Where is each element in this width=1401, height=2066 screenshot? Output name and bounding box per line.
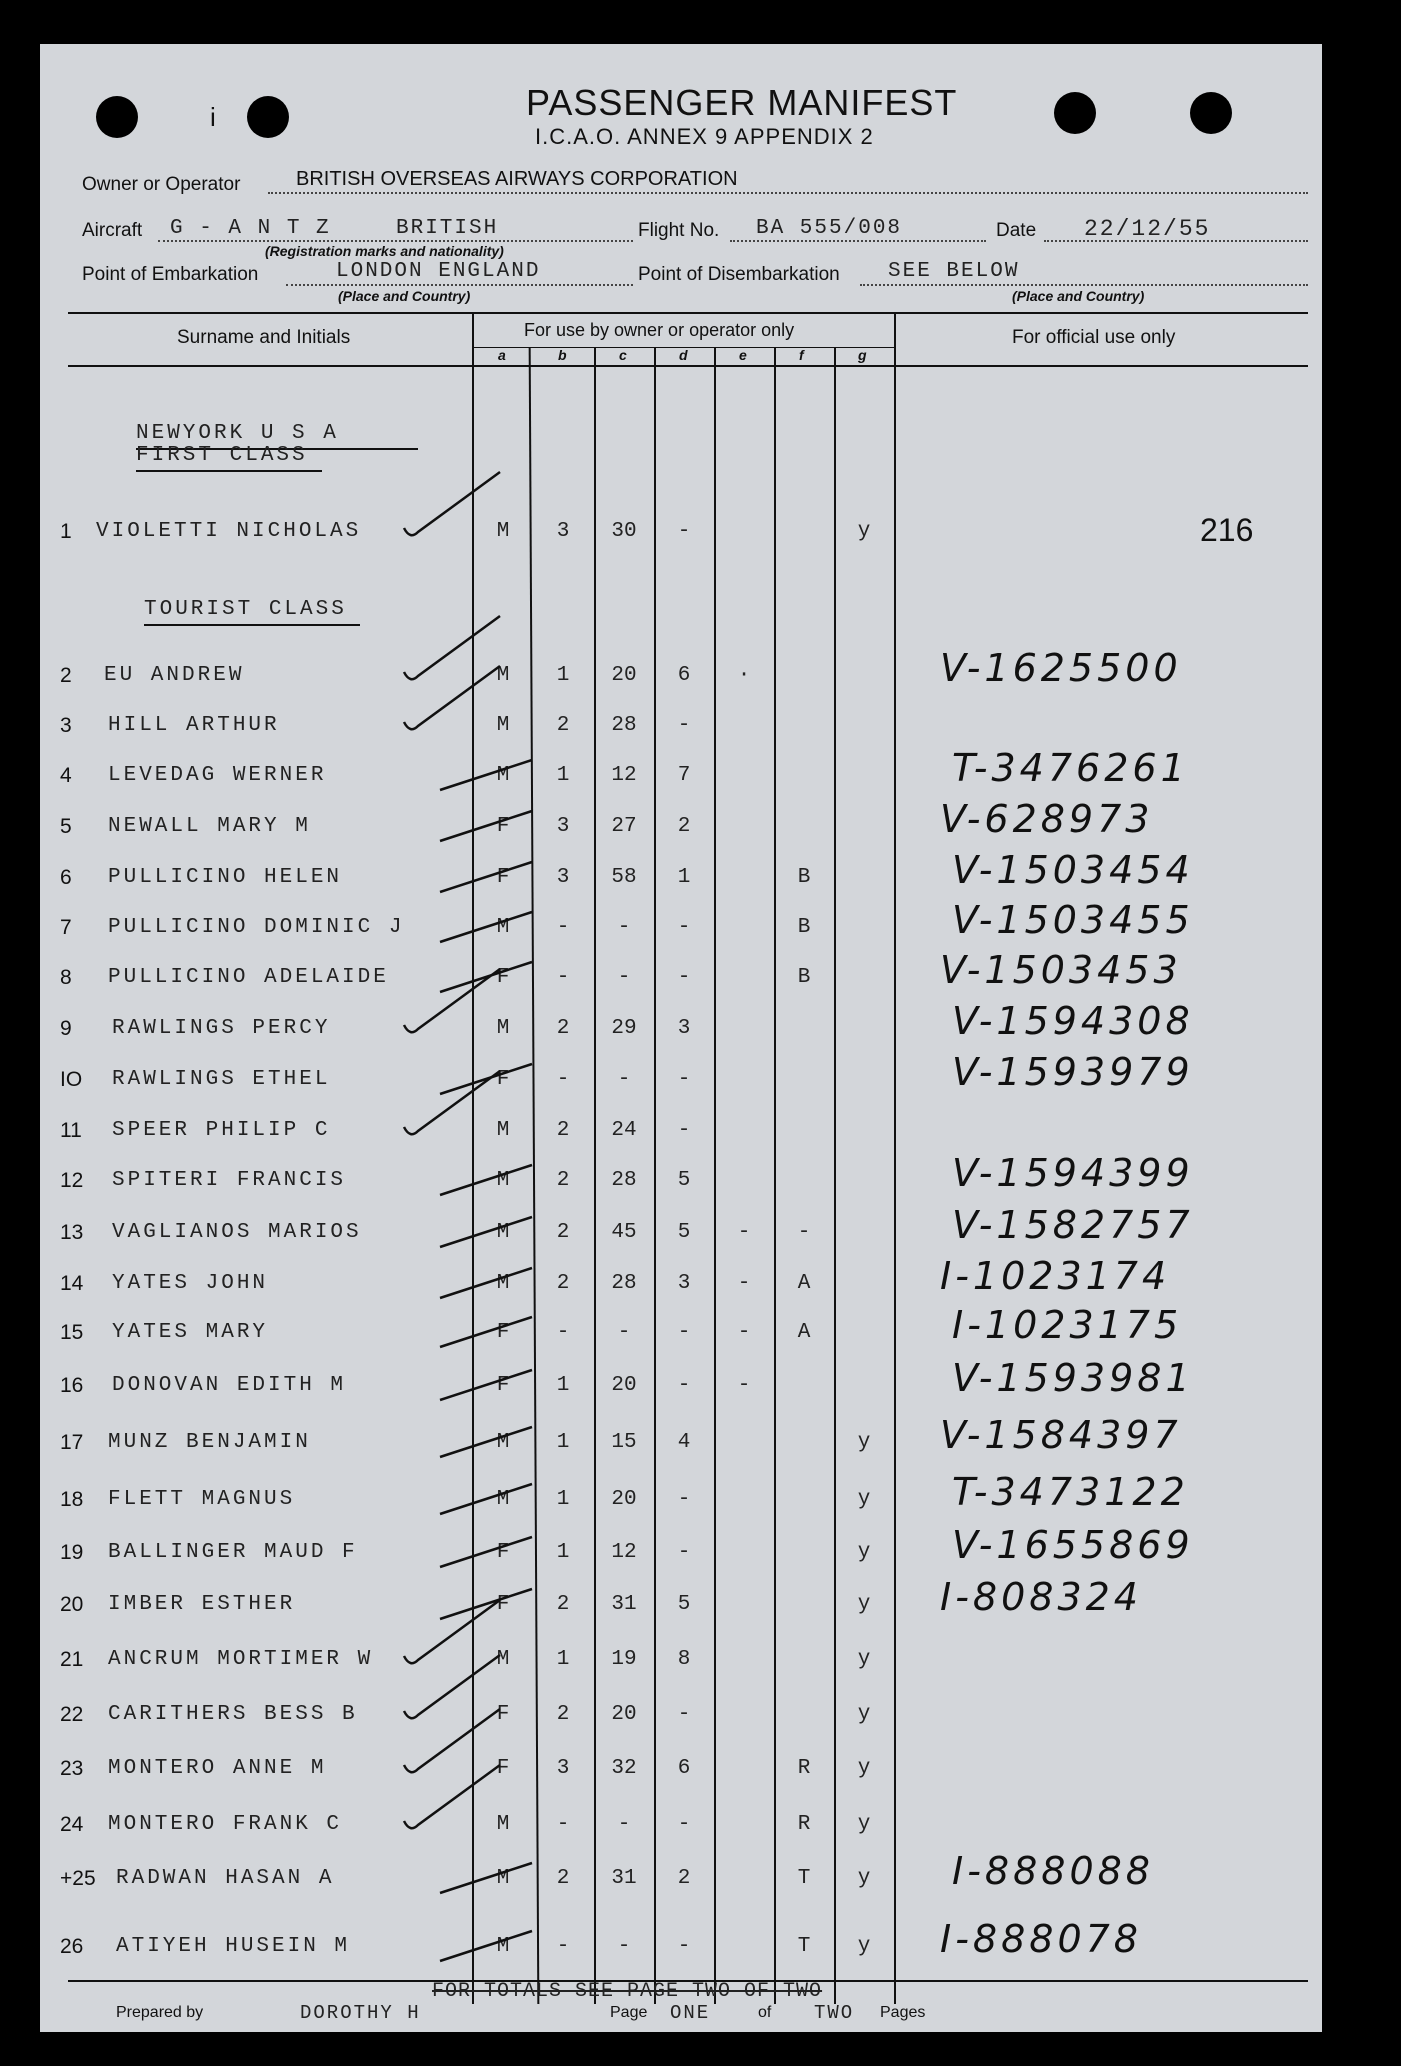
passenger-name: SPEER PHILIP C bbox=[112, 1119, 331, 1142]
cell-d: - bbox=[677, 966, 691, 989]
cell-a: M bbox=[496, 1867, 510, 1890]
table-divider-official bbox=[894, 312, 896, 2004]
table-header-rule bbox=[68, 365, 1308, 367]
embarkation-note: (Place and Country) bbox=[338, 288, 471, 304]
cell-a: M bbox=[496, 664, 510, 687]
passenger-name: MONTERO ANNE M bbox=[108, 1757, 327, 1780]
official-entry: V-628973 bbox=[940, 797, 1154, 841]
date-dotline bbox=[1044, 240, 1308, 242]
row-number: 24 bbox=[60, 1813, 84, 1836]
passenger-name: ANCRUM MORTIMER W bbox=[108, 1648, 374, 1671]
flight-number: BA 555/008 bbox=[756, 217, 903, 240]
strike-mark bbox=[440, 1531, 560, 1591]
official-entry: V-1593981 bbox=[952, 1356, 1194, 1400]
cell-a: F bbox=[496, 1321, 510, 1344]
cell-g: y bbox=[857, 1431, 871, 1454]
official-entry: V-1625500 bbox=[940, 646, 1182, 690]
cell-c: 27 bbox=[611, 815, 637, 838]
row-number: 6 bbox=[60, 866, 72, 889]
cell-d: 5 bbox=[677, 1593, 691, 1616]
cell-a: F bbox=[496, 1757, 510, 1780]
cell-a: M bbox=[496, 1017, 510, 1040]
cell-a: M bbox=[496, 714, 510, 737]
cell-b: 2 bbox=[556, 1703, 570, 1726]
cell-b: - bbox=[556, 916, 570, 939]
cell-c: - bbox=[617, 1068, 631, 1091]
cell-f: B bbox=[797, 866, 811, 889]
cell-c: 20 bbox=[611, 1374, 637, 1397]
check-mark bbox=[400, 1610, 520, 1670]
cell-c: 24 bbox=[611, 1119, 637, 1142]
passenger-name: VIOLETTI NICHOLAS bbox=[96, 520, 362, 543]
cell-a: F bbox=[496, 1374, 510, 1397]
destination-heading: NEWYORK U S A bbox=[136, 422, 339, 445]
punch-hole bbox=[1190, 92, 1232, 134]
cell-b: - bbox=[556, 1813, 570, 1836]
check-mark bbox=[400, 1665, 520, 1725]
passenger-name: RAWLINGS ETHEL bbox=[112, 1068, 331, 1091]
check-mark bbox=[400, 1081, 520, 1141]
cell-b: 1 bbox=[556, 1648, 570, 1671]
passenger-name: YATES JOHN bbox=[112, 1272, 269, 1295]
cell-a: M bbox=[496, 1648, 510, 1671]
cell-a: F bbox=[496, 966, 510, 989]
col-divider-cd bbox=[654, 347, 656, 2004]
cell-c: 28 bbox=[611, 1169, 637, 1192]
cell-d: 6 bbox=[677, 1757, 691, 1780]
manifest-sheet bbox=[40, 44, 1322, 2032]
row-number: 20 bbox=[60, 1593, 84, 1616]
strike-mark bbox=[440, 1857, 560, 1917]
cell-a: M bbox=[496, 916, 510, 939]
subcol-e: e bbox=[739, 347, 747, 363]
cell-c: 28 bbox=[611, 1272, 637, 1295]
tourist-class-heading: TOURIST CLASS bbox=[144, 598, 347, 621]
cell-b: 2 bbox=[556, 1593, 570, 1616]
subcolumn-labels bbox=[472, 347, 894, 365]
disembarkation-dotline bbox=[860, 284, 1308, 286]
subcol-c: c bbox=[619, 347, 627, 363]
cell-d: - bbox=[677, 1321, 691, 1344]
cell-b: 1 bbox=[556, 1431, 570, 1454]
cell-c: 32 bbox=[611, 1757, 637, 1780]
cell-g: y bbox=[857, 520, 871, 543]
cell-c: 45 bbox=[611, 1221, 637, 1244]
aircraft-registration: G - A N T Z bbox=[170, 217, 331, 240]
aircraft-dotline bbox=[158, 240, 633, 242]
strike-mark bbox=[440, 1364, 560, 1424]
punch-hole bbox=[247, 96, 289, 138]
official-entry: T-3476261 bbox=[952, 746, 1189, 790]
cell-b: 1 bbox=[556, 764, 570, 787]
prepared-value: DOROTHY H bbox=[300, 2002, 421, 2024]
cell-d: - bbox=[677, 1488, 691, 1511]
cell-g: y bbox=[857, 1813, 871, 1836]
prepared-label: Prepared by bbox=[116, 2004, 204, 2021]
cell-b: - bbox=[556, 1068, 570, 1091]
cell-b: 1 bbox=[556, 1541, 570, 1564]
totals-note: FOR TOTALS SEE PAGE TWO OF TWO bbox=[432, 1980, 823, 2003]
cell-d: - bbox=[677, 520, 691, 543]
owner-value: BRITISH OVERSEAS AIRWAYS CORPORATION bbox=[296, 168, 738, 190]
cell-a: M bbox=[496, 1272, 510, 1295]
cell-a: M bbox=[496, 1813, 510, 1836]
official-entry: V-1655869 bbox=[952, 1523, 1194, 1567]
cell-e: - bbox=[737, 1221, 751, 1244]
cell-a: M bbox=[496, 1935, 510, 1958]
subcol-a: a bbox=[498, 347, 506, 363]
cell-c: - bbox=[617, 916, 631, 939]
pages-label: Pages bbox=[880, 2004, 926, 2021]
row-number: +25 bbox=[60, 1867, 96, 1890]
cell-d: - bbox=[677, 714, 691, 737]
date-value: 22/12/55 bbox=[1084, 216, 1211, 242]
row-number: 8 bbox=[60, 966, 72, 989]
col-divider-bc bbox=[594, 347, 596, 2004]
cell-a: M bbox=[496, 1221, 510, 1244]
of-label: of bbox=[758, 2004, 772, 2021]
embarkation-label: Point of Embarkation bbox=[82, 264, 259, 285]
cell-d: - bbox=[677, 1374, 691, 1397]
official-entry: V-1593979 bbox=[952, 1050, 1194, 1094]
cell-c: 19 bbox=[611, 1648, 637, 1671]
flight-dotline bbox=[730, 240, 986, 242]
owner-dotline bbox=[268, 192, 1308, 194]
cell-c: 15 bbox=[611, 1431, 637, 1454]
cell-b: 2 bbox=[556, 1017, 570, 1040]
row-number: 5 bbox=[60, 815, 72, 838]
owner-column-header: For use by owner or operator only bbox=[524, 320, 795, 340]
official-entry: I-1023174 bbox=[940, 1254, 1171, 1298]
page-subtitle: I.C.A.O. ANNEX 9 APPENDIX 2 bbox=[535, 124, 874, 149]
cell-b: 1 bbox=[556, 664, 570, 687]
passenger-name: BALLINGER MAUD F bbox=[108, 1541, 358, 1564]
strike-mark bbox=[440, 1421, 560, 1481]
cell-d: 3 bbox=[677, 1017, 691, 1040]
cell-d: 5 bbox=[677, 1221, 691, 1244]
cell-a: M bbox=[496, 1119, 510, 1142]
cell-a: F bbox=[496, 1593, 510, 1616]
cell-e: · bbox=[737, 664, 751, 687]
passenger-name: MUNZ BENJAMIN bbox=[108, 1431, 311, 1454]
row-number: 22 bbox=[60, 1703, 84, 1726]
cell-g: y bbox=[857, 1703, 871, 1726]
punch-hole bbox=[1054, 92, 1096, 134]
cell-d: 4 bbox=[677, 1431, 691, 1454]
official-entry: V-1503455 bbox=[952, 898, 1194, 942]
page-label: Page bbox=[610, 2004, 648, 2021]
page-value: ONE bbox=[670, 2002, 711, 2024]
passenger-name: DONOVAN EDITH M bbox=[112, 1374, 347, 1397]
cell-b: 2 bbox=[556, 1169, 570, 1192]
passenger-name: PULLICINO DOMINIC J bbox=[108, 916, 405, 939]
subcol-f: f bbox=[799, 347, 804, 363]
subcol-g: g bbox=[858, 347, 867, 363]
strike-mark bbox=[440, 1159, 560, 1219]
cell-c: 12 bbox=[611, 1541, 637, 1564]
cell-g: y bbox=[857, 1757, 871, 1780]
cell-b: 3 bbox=[556, 520, 570, 543]
passenger-name: CARITHERS BESS B bbox=[108, 1703, 358, 1726]
official-entry: V-1582757 bbox=[952, 1203, 1194, 1247]
passenger-name: ATIYEH HUSEIN M bbox=[116, 1935, 351, 1958]
cell-d: - bbox=[677, 1541, 691, 1564]
cell-f: B bbox=[797, 966, 811, 989]
row-number: 19 bbox=[60, 1541, 84, 1564]
of-value: TWO bbox=[814, 2002, 855, 2024]
disembarkation-label: Point of Disembarkation bbox=[638, 264, 840, 285]
cell-f: T bbox=[797, 1867, 811, 1890]
cell-c: 20 bbox=[611, 1488, 637, 1511]
row-number: 9 bbox=[60, 1017, 72, 1040]
cell-b: 1 bbox=[556, 1374, 570, 1397]
registration-note: (Registration marks and nationality) bbox=[265, 243, 504, 259]
row-number: 26 bbox=[60, 1935, 84, 1958]
cell-d: 2 bbox=[677, 815, 691, 838]
cell-g: y bbox=[857, 1648, 871, 1671]
punch-hole bbox=[96, 96, 138, 138]
passenger-name: IMBER ESTHER bbox=[108, 1593, 296, 1616]
cell-d: 3 bbox=[677, 1272, 691, 1295]
cell-a: M bbox=[496, 1169, 510, 1192]
cell-d: 1 bbox=[677, 866, 691, 889]
cell-c: - bbox=[617, 1935, 631, 1958]
strike-mark bbox=[440, 1478, 560, 1538]
passenger-name: FLETT MAGNUS bbox=[108, 1488, 296, 1511]
official-entry: 216 bbox=[1200, 512, 1254, 548]
row-number: 15 bbox=[60, 1321, 84, 1344]
passenger-name: RAWLINGS PERCY bbox=[112, 1017, 331, 1040]
cell-f: - bbox=[797, 1221, 811, 1244]
row-number: IO bbox=[60, 1068, 83, 1091]
check-mark bbox=[400, 1775, 520, 1835]
cell-d: 2 bbox=[677, 1867, 691, 1890]
cell-a: M bbox=[496, 520, 510, 543]
passenger-name: VAGLIANOS MARIOS bbox=[112, 1221, 362, 1244]
official-entry: T-3473122 bbox=[952, 1470, 1189, 1514]
embarkation-value: LONDON ENGLAND bbox=[336, 260, 541, 283]
passenger-name: HILL ARTHUR bbox=[108, 714, 280, 737]
cell-c: 12 bbox=[611, 764, 637, 787]
cell-f: A bbox=[797, 1321, 811, 1344]
tourist-class-underline bbox=[144, 624, 360, 626]
passenger-name: LEVEDAG WERNER bbox=[108, 764, 327, 787]
cell-g: y bbox=[857, 1541, 871, 1564]
cell-e: - bbox=[737, 1272, 751, 1295]
cell-d: - bbox=[677, 1068, 691, 1091]
check-mark bbox=[400, 1719, 520, 1779]
cell-b: 2 bbox=[556, 1119, 570, 1142]
row-number: 12 bbox=[60, 1169, 84, 1192]
col-divider-ef bbox=[774, 347, 776, 2004]
cell-b: 2 bbox=[556, 1867, 570, 1890]
disembarkation-note: (Place and Country) bbox=[1012, 288, 1145, 304]
official-entry: I-888078 bbox=[940, 1917, 1142, 1961]
subcol-d: d bbox=[679, 347, 688, 363]
cell-a: M bbox=[496, 1431, 510, 1454]
cell-c: 30 bbox=[611, 520, 637, 543]
row-number: 13 bbox=[60, 1221, 84, 1244]
first-class-heading: FIRST CLASS bbox=[136, 444, 308, 467]
check-mark bbox=[400, 979, 520, 1039]
cell-d: 8 bbox=[677, 1648, 691, 1671]
cell-d: - bbox=[677, 1703, 691, 1726]
row-number: 14 bbox=[60, 1272, 84, 1295]
row-number: 21 bbox=[60, 1648, 84, 1671]
owner-label: Owner or Operator bbox=[82, 174, 241, 195]
cell-d: 6 bbox=[677, 664, 691, 687]
cell-f: R bbox=[797, 1757, 811, 1780]
cell-b: 2 bbox=[556, 714, 570, 737]
official-entry: V-1503454 bbox=[952, 848, 1194, 892]
cell-b: 1 bbox=[556, 1488, 570, 1511]
cell-d: - bbox=[677, 1119, 691, 1142]
col-divider-de bbox=[714, 347, 716, 2004]
cell-d: 5 bbox=[677, 1169, 691, 1192]
check-mark bbox=[400, 482, 520, 542]
check-mark bbox=[400, 676, 520, 736]
cell-e: - bbox=[737, 1321, 751, 1344]
official-entry: I-808324 bbox=[940, 1575, 1142, 1619]
cell-d: - bbox=[677, 1813, 691, 1836]
official-entry: V-1594308 bbox=[952, 999, 1194, 1043]
passenger-name: RADWAN HASAN A bbox=[116, 1867, 335, 1890]
row-number: 4 bbox=[60, 764, 72, 787]
aircraft-nationality: BRITISH bbox=[396, 217, 499, 240]
cell-c: - bbox=[617, 966, 631, 989]
cell-d: - bbox=[677, 1935, 691, 1958]
cell-f: T bbox=[797, 1935, 811, 1958]
cell-b: 2 bbox=[556, 1272, 570, 1295]
row-number: 2 bbox=[60, 664, 72, 687]
cell-a: F bbox=[496, 1068, 510, 1091]
subcol-b: b bbox=[558, 347, 567, 363]
passenger-name: PULLICINO ADELAIDE bbox=[108, 966, 389, 989]
disembarkation-value: SEE BELOW bbox=[888, 260, 1020, 283]
cell-g: y bbox=[857, 1488, 871, 1511]
official-entry: I-888088 bbox=[952, 1849, 1154, 1893]
cell-f: B bbox=[797, 916, 811, 939]
official-entry: V-1503453 bbox=[940, 948, 1182, 992]
cell-c: - bbox=[617, 1321, 631, 1344]
passenger-name: PULLICINO HELEN bbox=[108, 866, 343, 889]
cell-c: 20 bbox=[611, 1703, 637, 1726]
row-number: 18 bbox=[60, 1488, 84, 1511]
row-number: 1 bbox=[60, 520, 72, 543]
passenger-name: YATES MARY bbox=[112, 1321, 269, 1344]
row-number: 16 bbox=[60, 1374, 84, 1397]
row-number: 3 bbox=[60, 714, 72, 737]
passenger-name: NEWALL MARY M bbox=[108, 815, 311, 838]
strike-mark bbox=[440, 1311, 560, 1371]
cell-c: 58 bbox=[611, 866, 637, 889]
cell-g: y bbox=[857, 1593, 871, 1616]
stray-mark: i bbox=[210, 102, 216, 132]
passenger-name: SPITERI FRANCIS bbox=[112, 1169, 347, 1192]
date-label: Date bbox=[996, 220, 1037, 241]
cell-e: - bbox=[737, 1374, 751, 1397]
cell-b: - bbox=[556, 1935, 570, 1958]
cell-a: M bbox=[496, 1488, 510, 1511]
cell-d: 7 bbox=[677, 764, 691, 787]
row-number: 7 bbox=[60, 916, 72, 939]
strike-mark bbox=[440, 1925, 560, 1985]
cell-a: F bbox=[496, 866, 510, 889]
cell-b: 3 bbox=[556, 866, 570, 889]
flight-label: Flight No. bbox=[638, 220, 720, 241]
name-column-header: Surname and Initials bbox=[177, 327, 351, 348]
cell-c: 20 bbox=[611, 664, 637, 687]
cell-c: 28 bbox=[611, 714, 637, 737]
official-entry: V-1594399 bbox=[952, 1151, 1194, 1195]
cell-b: 2 bbox=[556, 1221, 570, 1244]
row-number: 17 bbox=[60, 1431, 84, 1454]
passenger-name: MONTERO FRANK C bbox=[108, 1813, 343, 1836]
cell-a: F bbox=[496, 1541, 510, 1564]
embarkation-dotline bbox=[286, 284, 633, 286]
col-divider-fg bbox=[834, 347, 836, 2004]
cell-c: - bbox=[617, 1813, 631, 1836]
official-entry: I-1023175 bbox=[952, 1303, 1183, 1347]
row-number: 11 bbox=[60, 1119, 82, 1142]
cell-b: 3 bbox=[556, 815, 570, 838]
cell-g: y bbox=[857, 1935, 871, 1958]
cell-a: M bbox=[496, 764, 510, 787]
cell-g: y bbox=[857, 1867, 871, 1890]
cell-f: A bbox=[797, 1272, 811, 1295]
cell-b: - bbox=[556, 966, 570, 989]
official-entry: V-1584397 bbox=[940, 1413, 1182, 1457]
cell-f: R bbox=[797, 1813, 811, 1836]
cell-d: - bbox=[677, 916, 691, 939]
passenger-name: EU ANDREW bbox=[104, 664, 245, 687]
cell-c: 29 bbox=[611, 1017, 637, 1040]
cell-c: 31 bbox=[611, 1593, 637, 1616]
cell-c: 31 bbox=[611, 1867, 637, 1890]
first-class-underline bbox=[136, 470, 322, 472]
table-top-rule bbox=[68, 312, 1308, 314]
aircraft-label: Aircraft bbox=[82, 220, 143, 241]
cell-b: 3 bbox=[556, 1757, 570, 1780]
official-column-header: For official use only bbox=[1012, 327, 1176, 348]
cell-a: F bbox=[496, 815, 510, 838]
cell-a: F bbox=[496, 1703, 510, 1726]
page-title: PASSENGER MANIFEST bbox=[526, 82, 958, 123]
cell-b: - bbox=[556, 1321, 570, 1344]
row-number: 23 bbox=[60, 1757, 84, 1780]
